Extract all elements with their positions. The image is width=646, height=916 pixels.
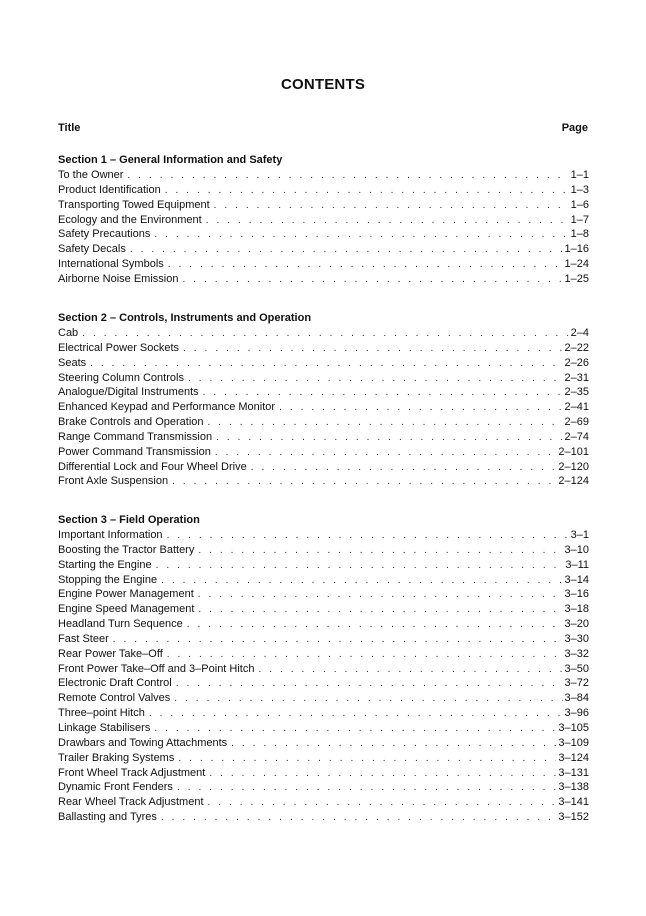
dot-leader: [154, 722, 556, 736]
page-title: CONTENTS: [280, 76, 366, 93]
toc-entry[interactable]: [58, 371, 589, 386]
toc-entry-page: 1–1: [570, 169, 589, 181]
toc-entry[interactable]: [58, 385, 589, 400]
dot-leader: [187, 618, 563, 632]
toc-entry-page: 3–14: [564, 573, 589, 586]
dot-leader: [258, 663, 562, 677]
toc-entry[interactable]: [58, 721, 589, 736]
section-heading: Section 3 – Field Operation: [58, 514, 200, 526]
toc-entry[interactable]: [58, 543, 589, 558]
toc-entry-page: 1–8: [570, 228, 589, 241]
toc-entry-title: Transporting Towed Equipment: [58, 198, 210, 211]
toc-entry[interactable]: [58, 617, 589, 632]
dot-leader: [161, 574, 562, 588]
section-heading: Section 2 – Controls, Instruments and Operation: [58, 312, 312, 324]
dot-leader: [208, 796, 557, 810]
toc-entry-page: 3–10: [564, 543, 589, 556]
toc-entry[interactable]: [58, 795, 589, 810]
toc-entry-page: 2–26: [564, 356, 589, 369]
dot-leader: [198, 544, 562, 558]
toc-entry[interactable]: [58, 460, 589, 475]
dot-leader: [167, 529, 569, 543]
toc-entry[interactable]: [58, 445, 589, 460]
toc-entry[interactable]: [58, 602, 589, 617]
dot-leader: [154, 228, 568, 242]
dot-leader: [206, 214, 569, 228]
toc-entry[interactable]: [58, 780, 589, 795]
toc-entry-title: Rear Power Take–Off: [58, 647, 163, 660]
toc-entry-title: Steering Column Controls: [58, 371, 184, 384]
toc-entry[interactable]: [58, 227, 589, 242]
toc-entry-title: Range Command Transmission: [58, 430, 213, 443]
toc-entry[interactable]: [58, 213, 589, 228]
toc-entry-page: 1–6: [570, 198, 589, 211]
title-column-header: Title: [58, 122, 81, 134]
toc-entry[interactable]: [58, 400, 589, 415]
dot-leader: [188, 372, 563, 386]
toc-entry[interactable]: [58, 257, 589, 272]
dot-leader: [90, 357, 562, 371]
toc-entry-page: 1–7: [570, 213, 589, 226]
toc-entry-page: 3–20: [564, 618, 589, 631]
toc-entry-page: 3–124: [558, 751, 589, 764]
toc-entry[interactable]: [58, 647, 589, 662]
section-2: [58, 311, 589, 489]
dot-leader: [165, 184, 569, 198]
dot-leader: [216, 431, 562, 445]
dot-leader: [198, 603, 562, 617]
toc-entry-title: Seats: [58, 356, 87, 369]
dot-leader: [178, 752, 556, 766]
dot-leader: [174, 692, 562, 706]
toc-entry[interactable]: [58, 415, 589, 430]
toc-entry-page: 1–25: [564, 272, 589, 285]
toc-entry[interactable]: [58, 326, 589, 341]
toc-entry[interactable]: [58, 810, 589, 825]
toc-entry-page: 3–84: [564, 692, 589, 705]
toc-entry[interactable]: [58, 474, 589, 489]
toc-entry[interactable]: [58, 430, 589, 445]
toc-entry-title: Trailer Braking Systems: [58, 751, 175, 764]
toc-entry-page: 3–105: [558, 721, 589, 734]
toc-entry[interactable]: [58, 558, 589, 573]
toc-entry-page: 1–24: [564, 258, 589, 271]
toc-entry[interactable]: [58, 573, 589, 588]
toc-entry-page: 3–18: [564, 603, 589, 616]
toc-entry-page: 2–22: [564, 341, 589, 354]
toc-entry-title: Linkage Stabilisers: [58, 721, 151, 734]
toc-entry[interactable]: [58, 183, 589, 198]
dot-leader: [215, 446, 557, 460]
toc-entry-page: 2–69: [564, 416, 589, 429]
section-3: [58, 513, 589, 825]
dot-leader: [156, 559, 564, 573]
dot-leader: [251, 461, 557, 475]
toc-entry-title: Headland Turn Sequence: [58, 618, 183, 631]
toc-entry-page: 3–131: [558, 766, 589, 779]
toc-entry-page: 2–101: [558, 445, 589, 458]
toc-entry-title: Brake Controls and Operation: [58, 416, 204, 429]
dot-leader: [82, 327, 568, 341]
toc-entry-page: 2–41: [564, 401, 589, 414]
toc-entry-page: 3–138: [558, 781, 589, 794]
toc-entry-page: 1–3: [570, 183, 589, 196]
toc-entry-page: 2–120: [558, 460, 589, 473]
dot-leader: [176, 677, 563, 691]
dot-leader: [172, 475, 556, 489]
toc-entry-title: Stopping the Engine: [58, 573, 158, 586]
toc-entry[interactable]: [58, 662, 589, 677]
section-heading: Section 1 – General Information and Safety: [58, 154, 283, 166]
toc-entry-page: 3–109: [558, 736, 589, 749]
toc-entry-title: Front Wheel Track Adjustment: [58, 766, 206, 779]
toc-entry-title: Airborne Noise Emission: [58, 272, 179, 285]
toc-entry-title: Ballasting and Tyres: [58, 811, 157, 824]
toc-entry-title: Fast Steer: [58, 632, 109, 645]
toc-entry-title: Electronic Draft Control: [58, 677, 172, 690]
toc-entry[interactable]: [58, 356, 589, 371]
toc-entry-title: Engine Speed Management: [58, 603, 195, 616]
toc-entry-page: 3–96: [564, 707, 589, 720]
toc-entry-page: 3–30: [564, 632, 589, 645]
toc-entry-title: International Symbols: [58, 258, 164, 271]
toc-entry-title: Front Axle Suspension: [58, 475, 169, 488]
toc-entry-title: Three–point Hitch: [58, 707, 145, 720]
dot-leader: [214, 199, 569, 213]
dot-leader: [183, 342, 562, 356]
dot-leader: [177, 781, 556, 795]
toc-entry[interactable]: [58, 272, 589, 287]
toc-entry-title: Analogue/Digital Instruments: [58, 386, 199, 399]
toc-entry-title: Important Information: [58, 529, 163, 541]
toc-entry-title: Product Identification: [58, 183, 161, 196]
toc-entry-title: Cab: [58, 327, 79, 339]
dot-leader: [161, 811, 557, 825]
toc-entry-page: 2–4: [570, 327, 589, 339]
dot-leader: [127, 169, 568, 183]
toc-entry-title: Front Power Take–Off and 3–Point Hitch: [58, 662, 255, 675]
toc-entry-title: Safety Precautions: [58, 228, 151, 241]
toc-entry-title: Engine Power Management: [58, 588, 194, 601]
toc-entry-page: 1–16: [564, 243, 589, 256]
toc-entry[interactable]: [58, 676, 589, 691]
dot-leader: [231, 737, 556, 751]
toc-entry-title: Dynamic Front Fenders: [58, 781, 173, 794]
toc-entry-page: 2–124: [558, 475, 589, 488]
toc-entry-page: 2–35: [564, 386, 589, 399]
toc-entry-title: Drawbars and Towing Attachments: [58, 736, 228, 749]
toc-entry-title: Remote Control Valves: [58, 692, 171, 705]
toc-entry-page: 3–152: [558, 811, 589, 824]
dot-leader: [198, 588, 563, 602]
toc-entry[interactable]: [58, 691, 589, 706]
toc-entry[interactable]: [58, 587, 589, 602]
toc-entry-title: Enhanced Keypad and Performance Monitor: [58, 401, 276, 414]
dot-leader: [209, 767, 556, 781]
toc-entry-title: Ecology and the Environment: [58, 213, 202, 226]
toc-entry[interactable]: [58, 528, 589, 543]
dot-leader: [203, 386, 563, 400]
toc-entry-title: Electrical Power Sockets: [58, 341, 180, 354]
dot-leader: [130, 243, 563, 257]
toc-entry-title: To the Owner: [58, 169, 124, 181]
toc-entry[interactable]: [58, 168, 589, 183]
toc-entry-page: 3–1: [570, 529, 589, 541]
toc-entry-page: 3–141: [558, 796, 589, 809]
toc-entry-title: Power Command Transmission: [58, 445, 211, 458]
dot-leader: [113, 633, 563, 647]
toc-entry[interactable]: [58, 242, 589, 257]
toc-entry-page: 2–31: [564, 371, 589, 384]
dot-leader: [149, 707, 563, 721]
toc-entry[interactable]: [58, 706, 589, 721]
toc-entry-page: 3–16: [564, 588, 589, 601]
toc-entry-page: 3–32: [564, 647, 589, 660]
toc-entry-title: Differential Lock and Four Wheel Drive: [58, 460, 247, 473]
toc-entry[interactable]: [58, 632, 589, 647]
toc-entry[interactable]: [58, 736, 589, 751]
section-entries: [58, 528, 589, 825]
toc-entry-page: 3–11: [565, 558, 589, 571]
toc-entry-page: 3–72: [564, 677, 589, 690]
page-column-header: Page: [561, 122, 588, 134]
section-entries: [58, 168, 589, 287]
toc-entry-title: Safety Decals: [58, 243, 126, 256]
section-1: [58, 153, 589, 287]
toc-entry-title: Starting the Engine: [58, 558, 152, 571]
dot-leader: [279, 401, 562, 415]
toc-entry-page: 2–74: [564, 430, 589, 443]
toc-entry-title: Boosting the Tractor Battery: [58, 543, 195, 556]
toc-entry[interactable]: [58, 198, 589, 213]
toc-entry-page: 3–50: [564, 662, 589, 675]
section-entries: [58, 326, 589, 489]
dot-leader: [168, 258, 563, 272]
toc-entry[interactable]: [58, 341, 589, 356]
toc-entry[interactable]: [58, 766, 589, 781]
dot-leader: [208, 416, 563, 430]
toc-entry[interactable]: [58, 751, 589, 766]
dot-leader: [167, 648, 563, 662]
dot-leader: [182, 273, 562, 287]
toc-entry-title: Rear Wheel Track Adjustment: [58, 796, 204, 809]
